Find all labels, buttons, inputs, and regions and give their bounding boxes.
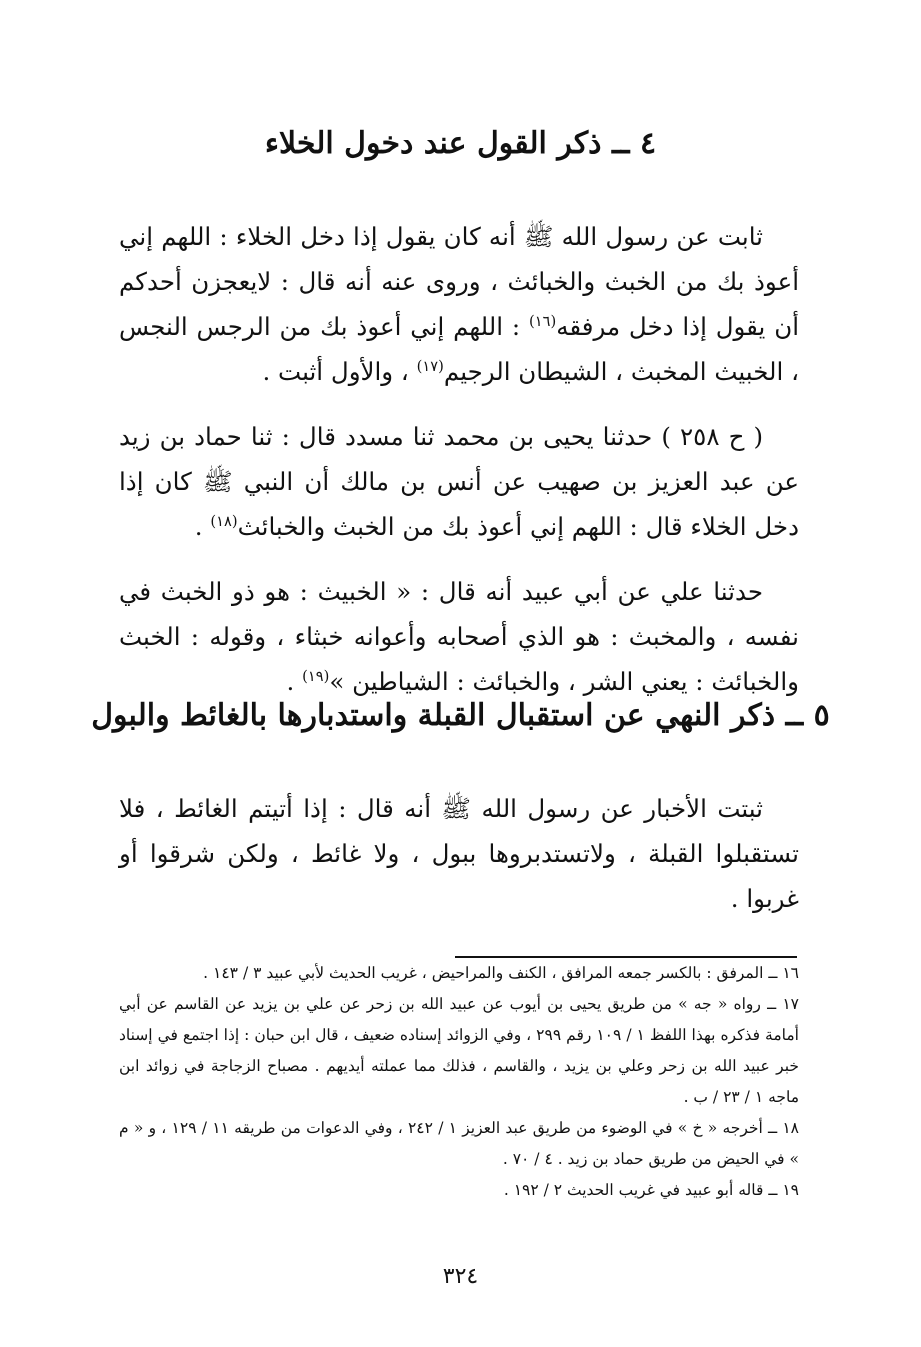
footnote-ref-16: (١٦) xyxy=(528,312,557,330)
paragraph-3 xyxy=(119,569,799,704)
paragraph-1 xyxy=(119,214,799,394)
footnote-17: ١٧ ــ رواه « جه » من طريق يحيى بن أيوب عن عبيد الله بن زحر عن علي بن يزيد عن القاسم عن أبي أمامة فذكره بهذا اللفظ ١ / ١٠٩ رقم ٢٩٩ ، وفي الزوائد إسناده ضعيف ، قال ابن حبان : إذا اجتمع في إسناد خبر عبيد الله بن زحر وعلي بن يزيد ، والقاسم ، فذلك مما عملته أيديهم . مصباح الزجاجة في زوائد ابن ماجه ١ / ٢٣ / ب . xyxy=(119,995,799,1106)
paragraph-3-text: حدثنا علي عن أبي عبيد أنه قال : « الخبيث : هو ذو الخبث في نفسه ، والمخبث : هو الذي أصحابه وأعوانه خبثاء ، وقوله : الخبث والخبائث : يعني الشر ، والخبائث : الشياطين » xyxy=(119,577,799,696)
paragraph-1-continuation: : اللهم إني أعوذ بك من الرجس النجس ، الخبيث المخبث ، الشيطان الرجيم xyxy=(119,312,799,386)
footnote-ref-18: (١٨) xyxy=(210,512,238,530)
section-5-heading: ٥ ــ ذكر النهي عن استقبال القبلة واستدبارها بالغائط والبول xyxy=(91,698,830,733)
footnote-16: ١٦ ــ المرفق : بالكسر جمعه المرافق ، الكنف والمراحيض ، غريب الحديث لأبي عبيد ٣ / ١٤٣ . xyxy=(203,964,799,982)
section-4-heading: ٤ ــ ذكر القول عند دخول الخلاء xyxy=(264,126,657,161)
footnotes xyxy=(119,958,799,1206)
paragraph-2-end: . xyxy=(194,512,203,541)
paragraph-4: ثبتت الأخبار عن رسول الله ﷺ أنه قال : إذا أتيتم الغائط ، فلا تستقبلوا القبلة ، ولاتستدبروها ببول ، ولا غائط ، ولكن شرقوا أو غربوا . xyxy=(119,794,799,913)
footnote-ref-17: (١٧) xyxy=(416,357,444,375)
paragraph-2-text: ( ح ٢٥٨ ) حدثنا يحيى بن محمد ثنا مسدد قال : ثنا حماد بن زيد عن عبد العزيز بن صهيب عن أنس بن مالك أن النبي ﷺ كان إذا دخل الخلاء قال : اللهم إني أعوذ بك من الخبث والخبائث xyxy=(119,422,799,541)
footnote-18: ١٨ ــ أخرجه « خ » في الوضوء من طريق عبد العزيز ١ / ٢٤٢ ، وفي الدعوات من طريقه ١١ / ١٢٩ ، و « م » في الحيض من طريق حماد بن زيد . ٤ / ٧٠ . xyxy=(119,1119,800,1168)
page-number: ٣٢٤ xyxy=(442,1264,479,1289)
paragraph-1-end: ، والأول أثبت . xyxy=(262,357,409,386)
paragraph-1-text: ثابت عن رسول الله ﷺ أنه كان يقول إذا دخل الخلاء : اللهم إني أعوذ بك من الخبث والخبائث ، وروى عنه أنه قال : لايعجزن أحدكم أن يقول إذا دخل مرفقه xyxy=(119,222,800,341)
paragraph-2 xyxy=(119,414,799,549)
footnote-ref-19: (١٩) xyxy=(302,667,330,685)
section-5-body xyxy=(119,786,799,921)
paragraph-3-end: . xyxy=(286,667,295,696)
footnote-19: ١٩ ــ قاله أبو عبيد في غريب الحديث ٢ / ١٩٢ . xyxy=(503,1181,799,1199)
section-4-body xyxy=(119,214,799,704)
